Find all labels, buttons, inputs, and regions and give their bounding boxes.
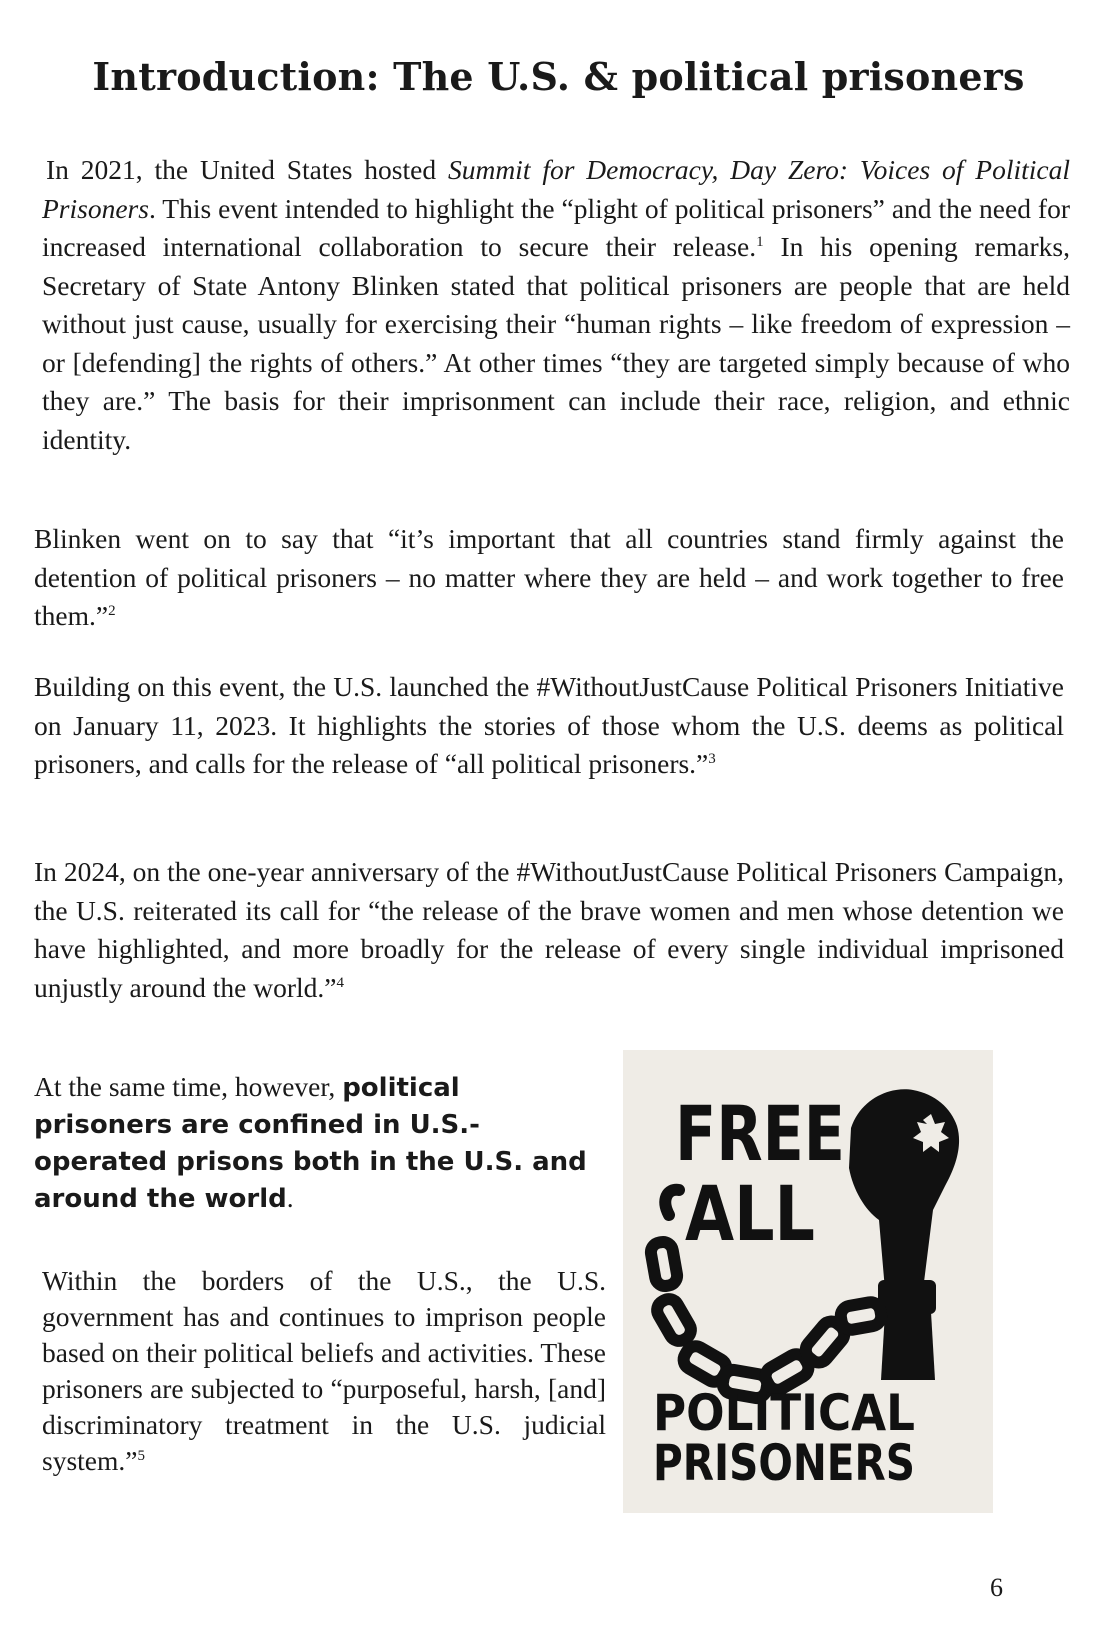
- paragraph-text: In 2021, the United States hosted: [46, 154, 448, 185]
- page-title: Introduction: The U.S. & political prisoners: [92, 54, 1025, 99]
- footnote-marker: 5: [137, 1447, 145, 1464]
- footnote-marker: 2: [108, 602, 116, 619]
- page-number: 6: [990, 1573, 1003, 1602]
- paragraph-text: At the same time, however,: [34, 1071, 343, 1102]
- footnote-marker: 4: [336, 974, 344, 991]
- paragraph-text: Within the borders of the U.S., the U.S. government has and continues to imprison people based on their political beliefs and activities. These prisoners are subjected to “purposeful, harsh, [and] discriminatory treatment in the U.S. judicial system.”: [42, 1265, 606, 1476]
- footnote-marker: 3: [708, 750, 716, 767]
- poster-text-all: ALL: [685, 1169, 815, 1258]
- paragraph-text: Building on this event, the U.S. launched the #WithoutJustCause Political Prisoners Initiative on January 11, 2023. It highlights the stories of those whom the U.S. deems as political prisoners, and calls for the release of “all political prisoners.”: [34, 671, 1064, 779]
- paragraph-blinken: [34, 520, 1064, 636]
- paragraph-within-borders: [42, 1263, 606, 1479]
- poster-text-political: POLITICAL: [653, 1384, 915, 1442]
- free-all-political-prisoners-poster: [623, 1050, 993, 1513]
- paragraph-same-time: [34, 1069, 604, 1217]
- poster-text-prisoners: PRISONERS: [653, 1434, 915, 1492]
- emphasis-text: political prisoners are confined in U.S.-operated prisons both in the U.S. and around the world: [34, 1073, 587, 1214]
- paragraph-summit: [42, 151, 1070, 459]
- paragraph-text: In 2024, on the one-year anniversary of the #WithoutJustCause Political Prisoners Campaign, the U.S. reiterated its call for “the release of the brave women and men whose detention we have highlighted, and more broadly for the release of every single individual imprisoned unjustly around the world.”: [34, 856, 1064, 1003]
- paragraph-anniversary: [34, 853, 1064, 1007]
- poster-text-free: FREE: [675, 1089, 845, 1178]
- paragraph-text: In his opening remarks, Secretary of State Antony Blinken stated that political prisoners are people that are held without just cause, usually for exercising their “human rights – like freedom of expression – or [defending] the rights of others.” At other times “they are targeted simply because of who they are.” The basis for their imprisonment can include their race, religion, and ethnic identity.: [42, 231, 1070, 455]
- paragraph-initiative: [34, 668, 1064, 784]
- poster-artwork: [623, 1050, 993, 1513]
- paragraph-text: .: [286, 1182, 294, 1213]
- paragraph-text: . This event intended to highlight the “plight of political prisoners” and the need for increased international collaboration to secure their release.: [42, 192, 1070, 262]
- event-title: Summit for Democracy, Day Zero: Voices of Political Prisoners: [42, 154, 1071, 224]
- paragraph-text: Blinken went on to say that “it’s important that all countries stand firmly against the detention of political prisoners – no matter where they are held – and work together to free them.”: [34, 523, 1064, 631]
- footnote-marker: 1: [756, 233, 764, 250]
